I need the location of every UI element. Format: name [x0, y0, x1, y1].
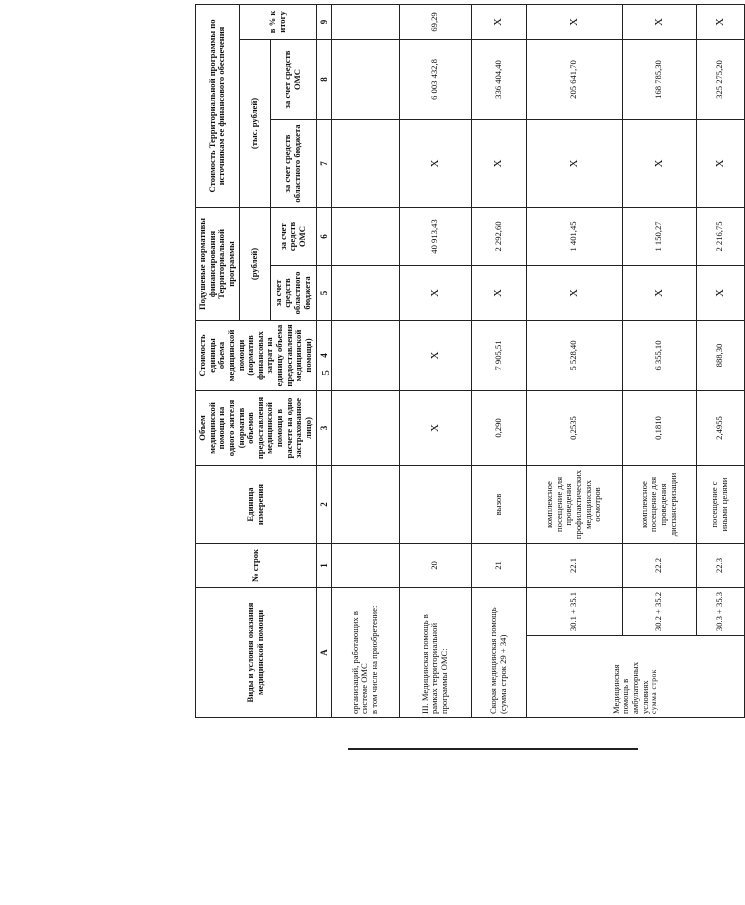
- colnum-a: А: [316, 588, 331, 718]
- header-col-3: Объем медицинской помощи на одного жителя (норматив объемов предоставления медицинской помощи в расчете на одно застрахованное лицо): [196, 391, 317, 466]
- cell-col-8: 205 641,70: [526, 39, 622, 119]
- header-col-4: Стоимость единицы объема медицинской помощи (норматив финансовых затрат на единицу объема предоставления медицинской помощи): [196, 321, 317, 391]
- cell-col-8: 336 404,40: [471, 39, 526, 119]
- header-col-1: № строк: [196, 544, 317, 588]
- header-col-8: за счет средств ОМС: [270, 39, 316, 119]
- cell-col-9: X: [471, 4, 526, 39]
- cell-unit-cost: 888,30: [696, 321, 744, 391]
- cell-col-9: X: [622, 4, 696, 39]
- colnum-2: 2: [316, 466, 331, 544]
- cell-unit-cost: 6 355,10: [622, 321, 696, 391]
- row-label-line: в том числе на приобретение:: [368, 605, 379, 714]
- cell-col-5: X: [471, 266, 526, 321]
- table-row: [331, 4, 399, 717]
- header-unit-thousand-rubles: (тыс. рублей): [239, 39, 270, 207]
- table-row: [696, 4, 744, 717]
- cell-col-8: 168 785,30: [622, 39, 696, 119]
- cell-unit: комплексное посещение для проведения диспансеризации: [622, 466, 696, 544]
- cell-unit-cost: X: [399, 321, 471, 391]
- header-col-7: за счет средств областного бюджета: [270, 119, 316, 207]
- cell-volume: 2,4955: [696, 391, 744, 466]
- cell-col-7: X: [622, 119, 696, 207]
- cell-col-7: X: [399, 119, 471, 207]
- cell-volume: X: [399, 391, 471, 466]
- header-unit-rubles: (рублей): [239, 207, 270, 320]
- header-per-capita-group: Подушевые нормативы финансирования Территориальной программы: [196, 207, 240, 320]
- cell-col-6: 40 913,43: [399, 207, 471, 265]
- header-col-6: за счет средств ОМС: [270, 207, 316, 265]
- colnum-8: 8: [316, 39, 331, 119]
- cell-col-5: X: [399, 266, 471, 321]
- sum-lines-ref: 30.1 + 35.1: [526, 588, 622, 636]
- header-col-2: Единица измерения: [196, 466, 317, 544]
- cell-col-6: 2 292,60: [471, 207, 526, 265]
- row-label: Медицинская помощь в амбулаторных условиях: [610, 661, 650, 714]
- sum-lines-ref: 30.3 + 35.3: [696, 588, 744, 636]
- row-label: [331, 588, 399, 718]
- cell-unit: посещение с иными целями: [696, 466, 744, 544]
- colnum-6: 6: [316, 207, 331, 265]
- header-col-5: за счет средств областного бюджета: [270, 266, 316, 321]
- rotated-table-wrapper: [195, 5, 730, 718]
- cell-unit: вызов: [471, 466, 526, 544]
- row-label-line: организаций, работающих в системе ОМС: [349, 611, 370, 714]
- cell-unit: [399, 466, 471, 544]
- colnum-7: 7: [316, 119, 331, 207]
- cell-col-8: 325 275,20: [696, 39, 744, 119]
- cell-col-7: X: [526, 119, 622, 207]
- row-number: 22.2: [622, 544, 696, 588]
- sum-lines-ref: 30.2 + 35.2: [622, 588, 696, 636]
- row-number: 22.1: [526, 544, 622, 588]
- cell-col-6: 2 216,75: [696, 207, 744, 265]
- header-col-9: в % к итогу: [239, 4, 316, 39]
- page-number: 5: [319, 370, 332, 376]
- cell-col-5: X: [526, 266, 622, 321]
- cell-col-8: 6 003 432,8: [399, 39, 471, 119]
- cell-unit: комплексное посещение для проведения профилактических медицинских осмотров: [526, 466, 622, 544]
- table-row: [526, 4, 622, 717]
- cell-col-7: X: [471, 119, 526, 207]
- cell-unit-cost: 7 905,51: [471, 321, 526, 391]
- bottom-rule-line: [348, 748, 638, 750]
- cell-col-9: X: [526, 4, 622, 39]
- cell-col-6: 1 401,45: [526, 207, 622, 265]
- sum-lines-label: сумма строк: [649, 669, 659, 714]
- cell-col-5: X: [622, 266, 696, 321]
- colnum-5: 5: [316, 266, 331, 321]
- colnum-9: 9: [316, 4, 331, 39]
- table-row: [622, 4, 696, 717]
- colnum-1: 1: [316, 544, 331, 588]
- program-cost-table: [195, 4, 745, 718]
- row-label: III. Медицинская помощь в рамках территориальной программы ОМС:: [399, 588, 471, 718]
- cell-col-6: 1 150,27: [622, 207, 696, 265]
- cell-unit-cost: 5 528,40: [526, 321, 622, 391]
- cell-col-9: 69,29: [399, 4, 471, 39]
- row-number: 20: [399, 544, 471, 588]
- row-number: 22.3: [696, 544, 744, 588]
- cell-volume: 0,290: [471, 391, 526, 466]
- table-row: [399, 4, 471, 717]
- cell-col-7: X: [696, 119, 744, 207]
- colnum-4: 4: [316, 321, 331, 391]
- table-row: [471, 4, 526, 717]
- header-col-a: Виды и условия оказания медицинской помощи: [196, 588, 317, 718]
- row-number: 21: [471, 544, 526, 588]
- row-label: Скорая медицинская помощь (сумма строк 29 + 34): [471, 588, 526, 718]
- cell-volume: 0,2535: [526, 391, 622, 466]
- cell-volume: 0,1810: [622, 391, 696, 466]
- cell-col-5: X: [696, 266, 744, 321]
- amb-care-label: [526, 636, 744, 718]
- colnum-3: 3: [316, 391, 331, 466]
- header-program-cost-group: Стоимость Территориальной программы по источникам ее финансового обеспечения: [196, 4, 240, 207]
- cell-col-9: X: [696, 4, 744, 39]
